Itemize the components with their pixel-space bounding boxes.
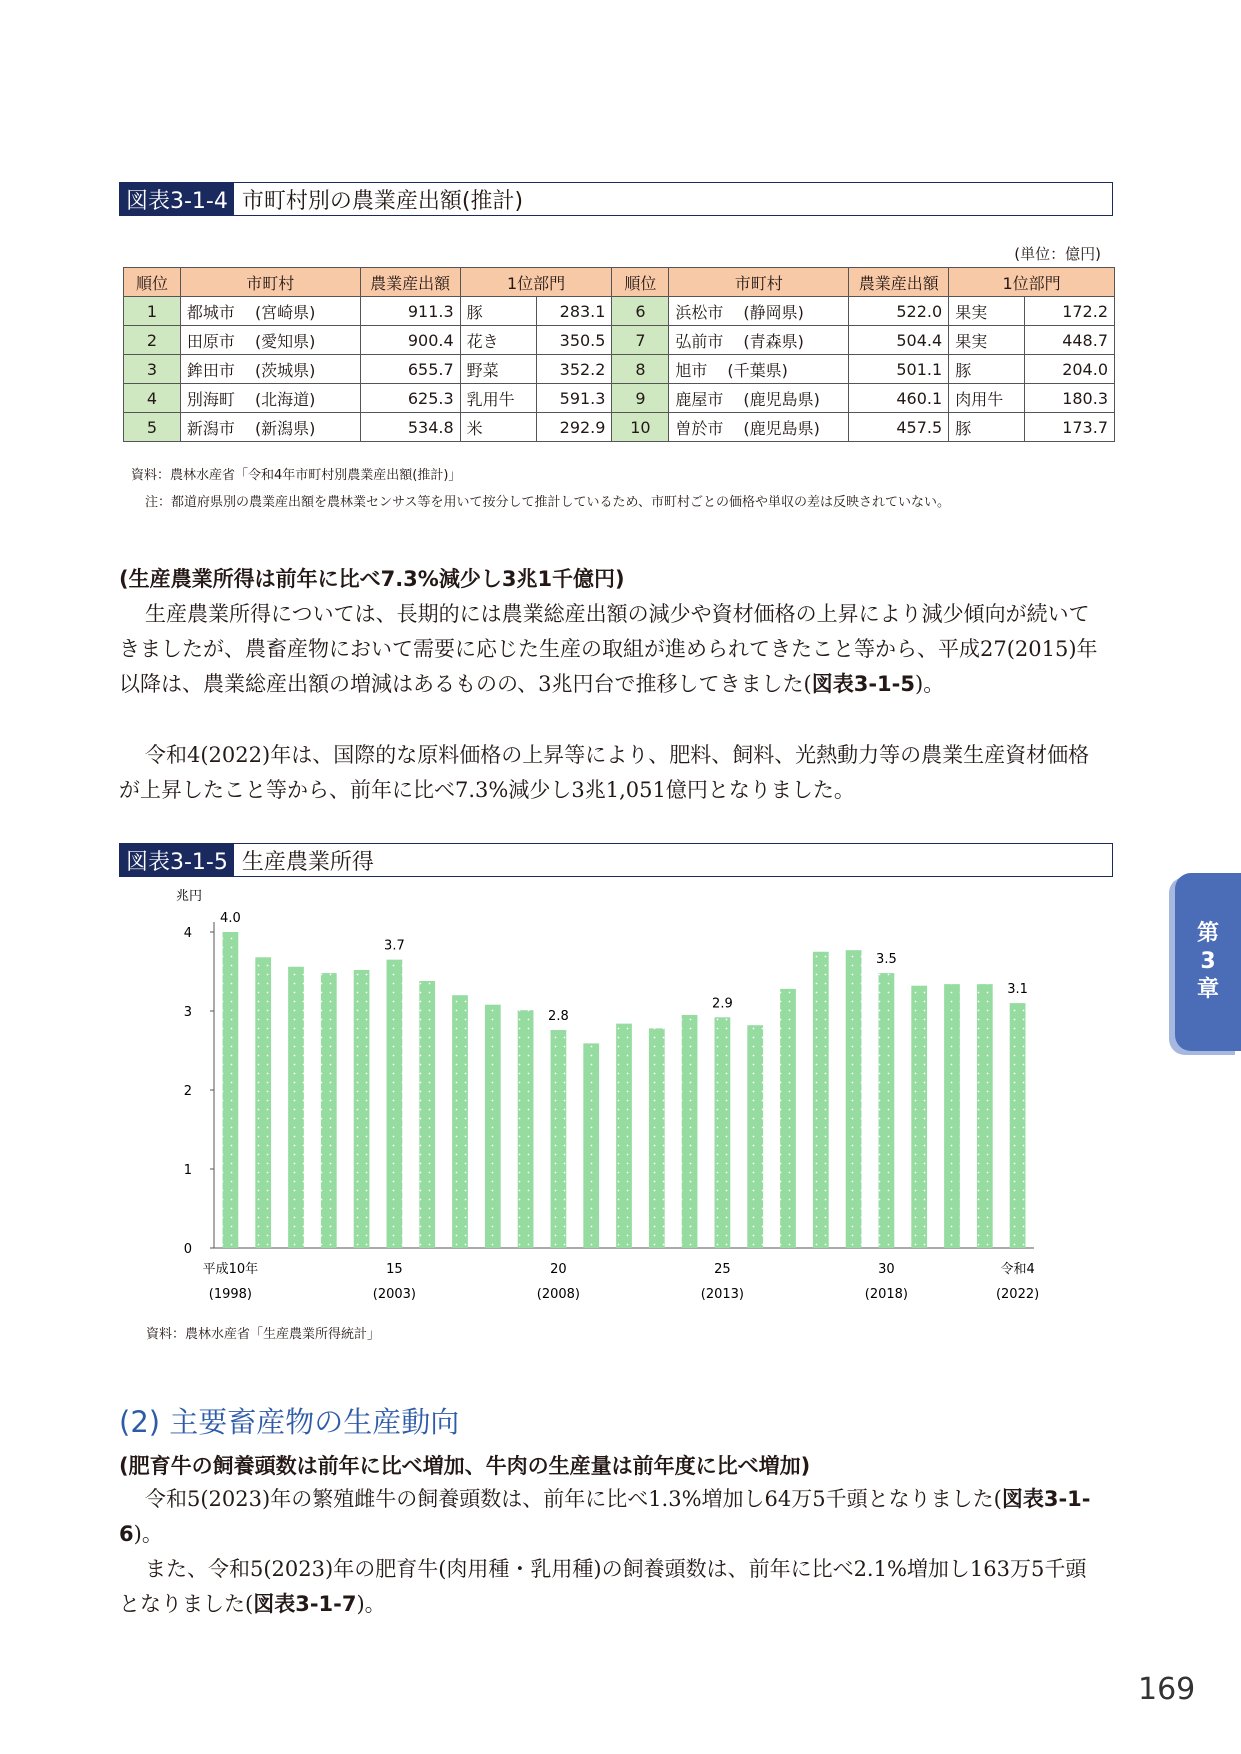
x-tick-year: (2008): [536, 1287, 581, 1302]
bar-2007: [518, 1010, 534, 1248]
x-tick-year: (2013): [700, 1287, 745, 1302]
x-tick-year: (2018): [864, 1287, 909, 1302]
value-cell: 655.7: [360, 355, 460, 384]
table-header-row: [124, 268, 1115, 297]
prefecture-name: (千葉県): [727, 360, 788, 380]
bar-1999: [255, 957, 271, 1248]
value-cell: 460.1: [849, 384, 949, 413]
paragraph-text: 令和5(2023)年の繁殖雌牛の飼養頭数は、前年に比べ1.3%増加し64万5千頭となりました(: [145, 1487, 1002, 1511]
rank-cell: 7: [612, 326, 669, 355]
bar-2009: [583, 1043, 599, 1248]
footnote: 注：都道府県別の農業産出額を農林業センサス等を用いて按分して推計しているため、市町村ごとの価格や単収の差は反映されていない。: [145, 495, 950, 510]
city-cell: [669, 413, 849, 442]
data-label: 2.8: [548, 1008, 569, 1024]
figure-title: 生産農業所得: [241, 849, 374, 875]
bar-1998: [223, 932, 239, 1248]
city-cell: [180, 355, 360, 384]
page-number: 169: [1138, 1672, 1196, 1707]
chapter-tab-text: 第: [1196, 921, 1219, 946]
value-cell: 504.4: [849, 326, 949, 355]
sector-cell: 豚: [460, 297, 536, 326]
value-cell: 501.1: [849, 355, 949, 384]
bar-2011: [649, 1028, 665, 1248]
city-cell: [669, 384, 849, 413]
figure-reference: 図表3-1-6: [119, 1487, 1091, 1546]
sector-value-cell: 350.5: [536, 326, 612, 355]
sector-value-cell: 204.0: [1025, 355, 1115, 384]
bar-2015: [780, 989, 796, 1248]
bar-2000: [288, 967, 304, 1248]
bar-2017: [846, 950, 862, 1248]
prefecture-name: (鹿児島県): [743, 389, 820, 409]
paragraph-text: )。: [356, 1592, 386, 1616]
col-city: 市町村: [669, 268, 849, 297]
data-label: 3.5: [876, 952, 897, 968]
x-tick-label: 25: [714, 1262, 731, 1277]
city-name: 都城市: [186, 302, 235, 322]
chapter-tab[interactable]: [1175, 873, 1241, 1051]
sector-cell: 豚: [949, 355, 1025, 384]
col-city: 市町村: [180, 268, 360, 297]
city-cell: [180, 413, 360, 442]
col-top-sector: 1位部門: [949, 268, 1115, 297]
value-cell: 522.0: [849, 297, 949, 326]
bar-2001: [321, 973, 337, 1248]
prefecture-name: (北海道): [254, 389, 316, 409]
paragraph: [119, 738, 1099, 808]
x-tick-label: 20: [550, 1262, 567, 1277]
value-cell: 911.3: [360, 297, 460, 326]
sector-cell: 米: [460, 413, 536, 442]
col-top-sector: 1位部門: [460, 268, 612, 297]
value-cell: 625.3: [360, 384, 460, 413]
sector-value-cell: 591.3: [536, 384, 612, 413]
paragraph-text: 生産農業所得については、長期的には農業総産出額の減少や資材価格の上昇により減少傾向が続いてきましたが、農畜産物において需要に応じた生産の取組が進められてきたこと等から、平成27(2015)年以降は、農業総産出額の増減はあるものの、3兆円台で推移してきました(: [119, 602, 1098, 696]
paragraph: [119, 1552, 1099, 1622]
data-label: 3.1: [1007, 982, 1028, 998]
y-tick-label: 0: [183, 1242, 192, 1257]
data-label: 2.9: [712, 996, 733, 1012]
rank-cell: 3: [124, 355, 181, 384]
figure-reference: 図表3-1-5: [811, 672, 915, 696]
bar-2006: [485, 1005, 501, 1248]
table-row: [124, 384, 1115, 413]
data-label: 4.0: [220, 911, 241, 926]
data-label: 3.7: [384, 938, 405, 954]
prefecture-name: (鹿児島県): [743, 418, 820, 438]
bar-2019: [911, 986, 927, 1248]
chapter-tab-number: 3: [1200, 949, 1216, 974]
figure-title: 市町村別の農業産出額(推計): [241, 188, 524, 214]
rank-cell: 9: [612, 384, 669, 413]
bar-2003: [387, 960, 403, 1248]
x-tick-year: (2003): [372, 1287, 417, 1302]
x-tick-label: 平成10年: [202, 1262, 259, 1277]
city-name: 弘前市: [675, 331, 724, 351]
sector-value-cell: 283.1: [536, 297, 612, 326]
income-bar-chart: [119, 880, 1079, 1320]
city-cell: [180, 297, 360, 326]
figure-number: 図表3-1-5: [120, 844, 234, 876]
city-name: 新潟市: [186, 418, 235, 438]
rank-cell: 10: [612, 413, 669, 442]
sector-cell: 豚: [949, 413, 1025, 442]
sector-value-cell: 173.7: [1025, 413, 1115, 442]
bar-2022: [1010, 1003, 1026, 1248]
city-cell: [180, 326, 360, 355]
prefecture-name: (茨城県): [254, 360, 316, 380]
city-name: 鉾田市: [186, 360, 235, 380]
table-row: [124, 413, 1115, 442]
y-tick-label: 1: [183, 1163, 192, 1178]
y-tick-label: 3: [183, 1005, 192, 1020]
sector-cell: 野菜: [460, 355, 536, 384]
prefecture-name: (青森県): [743, 331, 804, 351]
city-cell: [669, 355, 849, 384]
value-cell: 534.8: [360, 413, 460, 442]
bar-2012: [682, 1015, 698, 1248]
rank-cell: 6: [612, 297, 669, 326]
city-cell: [180, 384, 360, 413]
table-row: [124, 326, 1115, 355]
section-subheading: (肥育牛の飼養頭数は前年に比べ増加、牛肉の生産量は前年度に比べ増加): [119, 1454, 811, 1478]
city-cell: [669, 297, 849, 326]
prefecture-name: (宮崎県): [254, 302, 316, 322]
table-row: [124, 297, 1115, 326]
prefecture-name: (静岡県): [743, 302, 804, 322]
col-value: 農業産出額: [849, 268, 949, 297]
bar-2021: [977, 984, 993, 1248]
paragraph-text: また、令和5(2023)年の肥育牛(肉用種・乳用種)の飼養頭数は、前年に比べ2.1%増加し163万5千頭となりました(: [119, 1557, 1087, 1616]
sector-value-cell: 352.2: [536, 355, 612, 384]
bar-2005: [452, 995, 468, 1248]
bar-2010: [616, 1024, 632, 1248]
paragraph-text: )。: [915, 672, 945, 696]
sector-value-cell: 180.3: [1025, 384, 1115, 413]
y-tick-label: 4: [183, 926, 192, 941]
sector-cell: 乳用牛: [460, 384, 536, 413]
bar-2018: [879, 973, 895, 1248]
x-tick-year: (1998): [208, 1287, 253, 1302]
rank-cell: 4: [124, 384, 181, 413]
rank-cell: 2: [124, 326, 181, 355]
section-heading: (2) 主要畜産物の生産動向: [119, 1405, 460, 1439]
paragraph: [119, 597, 1099, 702]
ranking-table: [123, 267, 1115, 442]
city-name: 別海町: [186, 389, 235, 409]
x-tick-year: (2022): [995, 1287, 1040, 1302]
x-tick-label: 30: [878, 1262, 895, 1277]
city-name: 田原市: [186, 331, 235, 351]
figure-heading-3-1-4: [119, 182, 1113, 216]
source-note: 資料：農林水産省「令和4年市町村別農業産出額(推計)」: [131, 468, 462, 483]
source-note: 資料：農林水産省「生産農業所得統計」: [146, 1327, 381, 1342]
col-value: 農業産出額: [360, 268, 460, 297]
prefecture-name: (愛知県): [254, 331, 316, 351]
city-name: 浜松市: [675, 302, 724, 322]
figure-heading-3-1-5: [119, 843, 1113, 877]
figure-number: 図表3-1-4: [120, 183, 234, 215]
city-name: 曽於市: [675, 418, 724, 438]
city-name: 旭市: [675, 360, 708, 380]
sector-value-cell: 172.2: [1025, 297, 1115, 326]
unit-label: (単位：億円): [1014, 245, 1101, 263]
city-cell: [669, 326, 849, 355]
bar-2016: [813, 952, 829, 1248]
table-row: [124, 355, 1115, 384]
bar-2002: [354, 970, 370, 1248]
paragraph-text: )。: [133, 1522, 163, 1546]
bar-2014: [747, 1025, 763, 1248]
value-cell: 900.4: [360, 326, 460, 355]
rank-cell: 5: [124, 413, 181, 442]
bar-2008: [551, 1030, 567, 1248]
paragraph: [119, 1482, 1099, 1552]
y-axis-label: 兆円: [175, 889, 203, 904]
sector-cell: 果実: [949, 326, 1025, 355]
sector-cell: 果実: [949, 297, 1025, 326]
sector-cell: 肉用牛: [949, 384, 1025, 413]
city-name: 鹿屋市: [675, 389, 724, 409]
col-rank: 順位: [612, 268, 669, 297]
bar-2013: [715, 1017, 731, 1248]
value-cell: 457.5: [849, 413, 949, 442]
figure-reference: 図表3-1-7: [253, 1592, 357, 1616]
sector-cell: 花き: [460, 326, 536, 355]
x-tick-label: 15: [386, 1262, 403, 1277]
section-subheading: (生産農業所得は前年に比べ7.3%減少し3兆1千億円): [119, 567, 625, 591]
col-rank: 順位: [124, 268, 181, 297]
bar-2004: [419, 981, 435, 1248]
sector-value-cell: 448.7: [1025, 326, 1115, 355]
y-tick-label: 2: [183, 1084, 192, 1099]
rank-cell: 1: [124, 297, 181, 326]
paragraph-text: 令和4(2022)年は、国際的な原料価格の上昇等により、肥料、飼料、光熱動力等の農業生産資材価格が上昇したこと等から、前年に比べ7.3%減少し3兆1,051億円となりました。: [119, 743, 1090, 802]
prefecture-name: (新潟県): [254, 418, 316, 438]
rank-cell: 8: [612, 355, 669, 384]
bar-2020: [944, 984, 960, 1248]
sector-value-cell: 292.9: [536, 413, 612, 442]
chapter-tab-text: 章: [1196, 977, 1219, 1002]
x-tick-label: 令和4: [1000, 1262, 1035, 1277]
